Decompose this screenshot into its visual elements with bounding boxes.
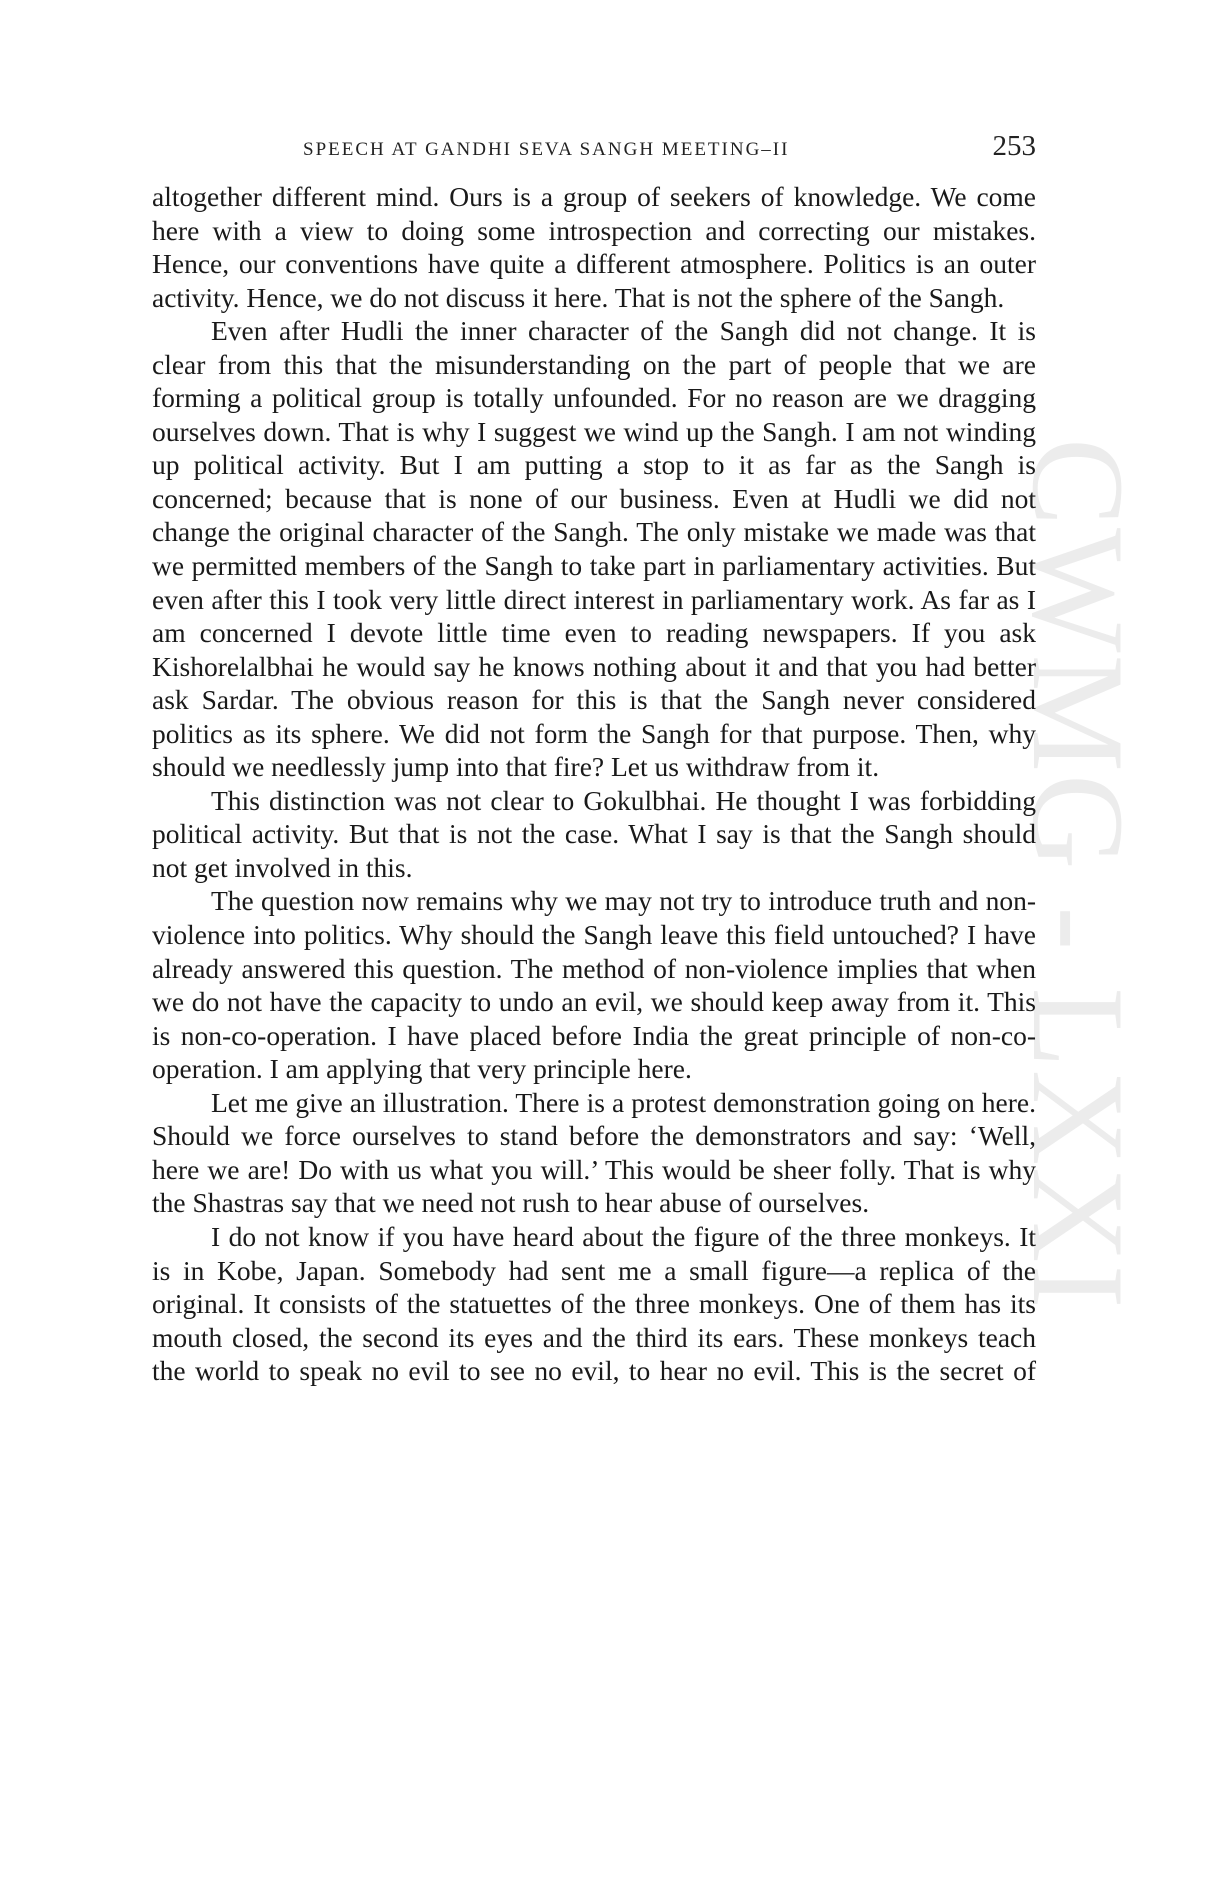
paragraph: Let me give an illustration. There is a protest demonstration going on here. Should we force ourselves to stand before the demonstrators and say: ‘Well, here we are! Do with us what you will.’ This would be sheer folly. That is why the Shastras say that we need not rush to hear abuse of ourselves. [152, 1086, 1036, 1219]
paragraph: The question now remains why we may not try to introduce truth and non-violence into politics. Why should the Sangh leave this field untouched? I have already answered this question. The method of non-violence implies that when we do not have the capacity to undo an evil, we should keep away from it. This is non-co-operation. I have placed before India the great principle of non-co-operation. I am applying that very principle here. [152, 885, 1036, 1085]
body-text [152, 180, 1036, 1388]
paragraph: altogether different mind. Ours is a group of seekers of knowledge. We come here with a view to doing some introspection and correcting our mistakes. Hence, our conventions have quite a different atmosphere. Politics is an outer activity. Hence, we do not discuss it here. That is not the sphere of the Sangh. [152, 181, 1036, 313]
page-number: 253 [992, 130, 1036, 162]
running-title: SPEECH AT GANDHI SEVA SANGH MEETING–II [303, 139, 790, 160]
paragraph: I do not know if you have heard about the figure of the three monkeys. It is in Kobe, Japan. Somebody had sent me a small figure—a replica of the original. It consists of the statuettes of the three monkeys. One of them has its mouth closed, the second its eyes and the third its ears. These monkeys teach the world to speak no evil to see no evil, to hear no evil. This is the secret of [152, 1220, 1036, 1387]
paragraph: This distinction was not clear to Gokulbhai. He thought I was forbidding political activity. But that is not the case. What I say is that the Sangh should not get involved in this. [152, 784, 1036, 883]
running-head [152, 130, 1036, 170]
watermark-text: CWMG - LXXI [1005, 438, 1152, 1311]
paragraph: Even after Hudli the inner character of the Sangh did not change. It is clear from this that the misunderstanding on the part of people that we are forming a political group is totally unfounded. For no reason are we dragging ourselves down. That is why I suggest we wind up the Sangh. I am not winding up political activity. But I am putting a stop to it as far as the Sangh is concerned; because that is none of our business. Even at Hudli we did not change the original character of the Sangh. The only mistake we made was that we permitted members of the Sangh to take part in parliamentary activities. But even after this I took very little direct interest in parliamentary work. As far as I am concerned I devote little time even to reading newspapers. If you ask Kishorelalbhai he would say he knows nothing about it and that you had better ask Sardar. The obvious reason for this is that the Sangh never considered politics as its sphere. We did not form the Sangh for that purpose. Then, why should we needlessly jump into that fire? Let us withdraw from it. [152, 315, 1036, 783]
